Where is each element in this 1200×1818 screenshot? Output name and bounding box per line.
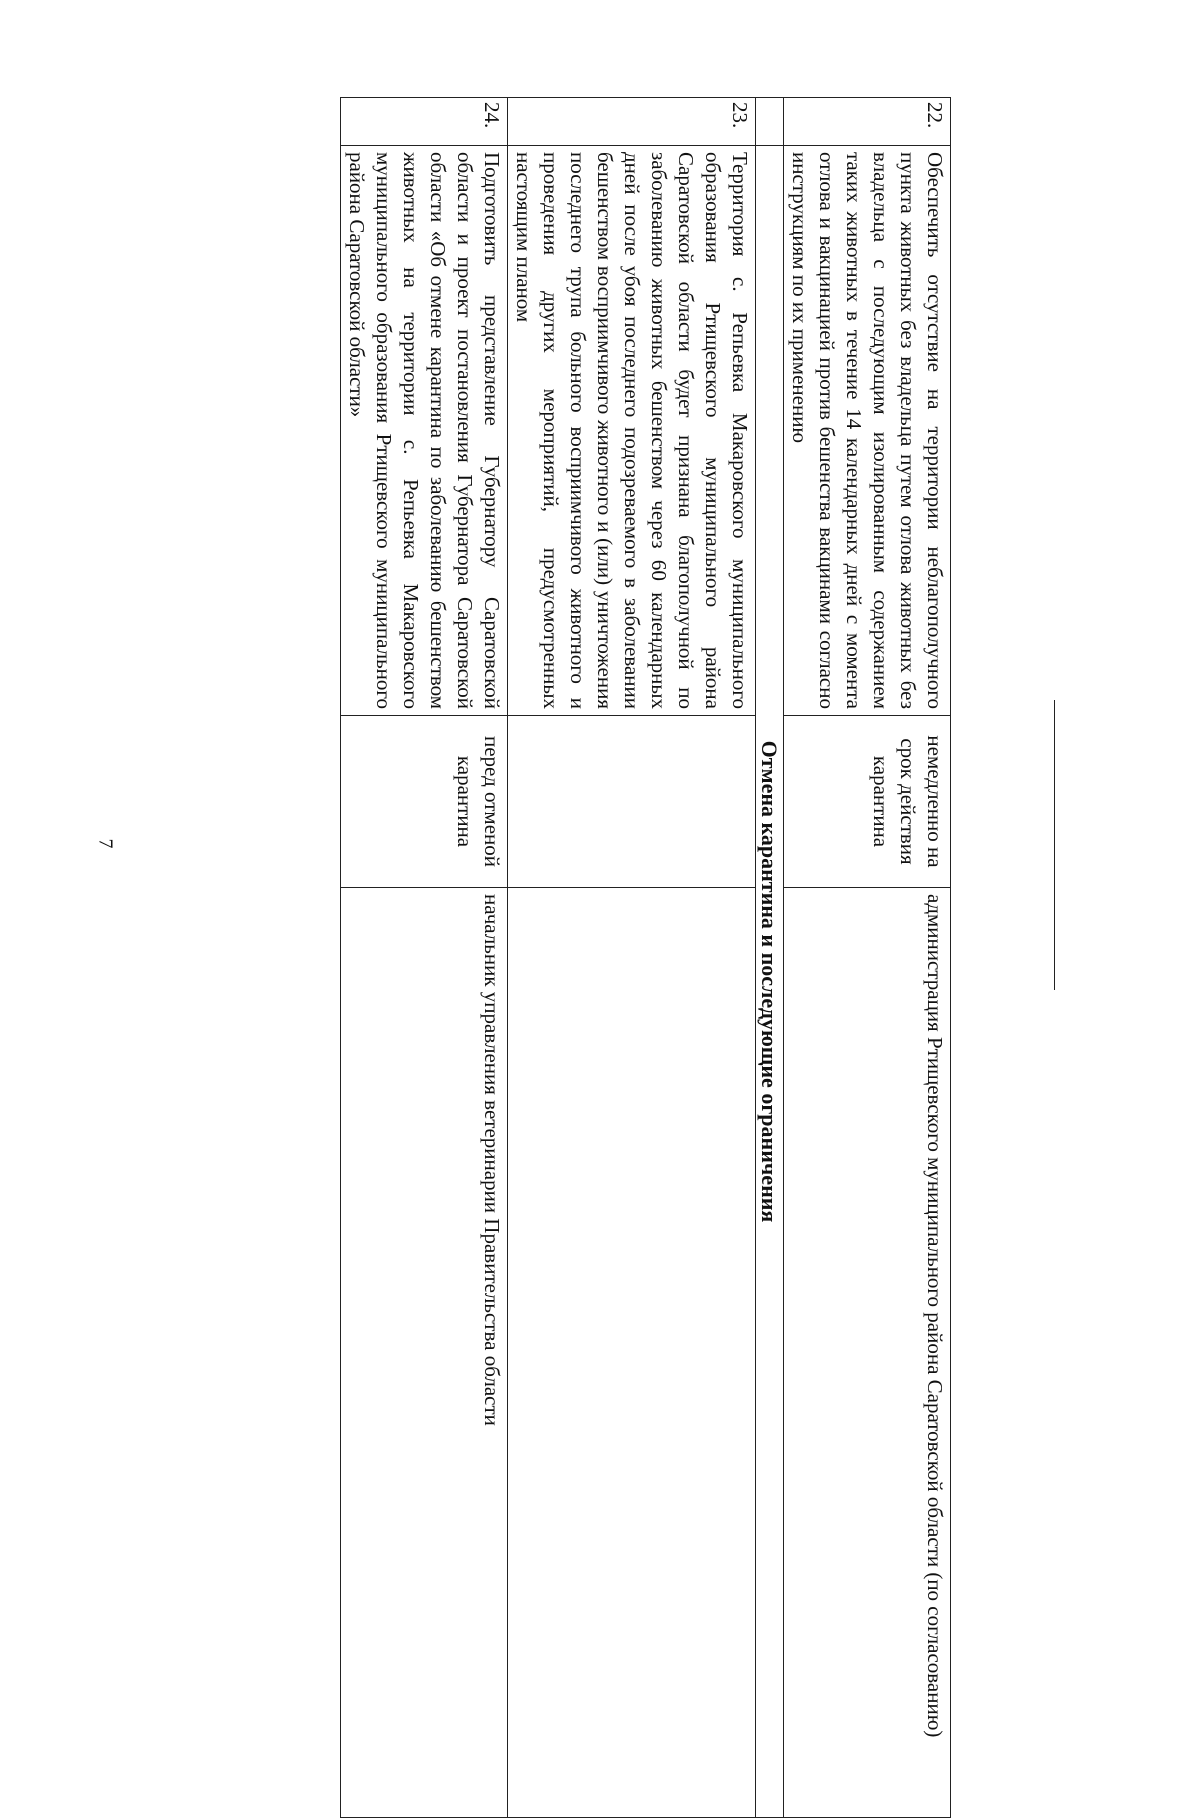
table-wrapper <box>181 97 951 1817</box>
row-number: 24. <box>341 98 508 146</box>
footer-rule <box>1054 700 1055 990</box>
action-cell: Территория с. Репьевка Макаровского муниципального образования Ртищевского муниципального района Саратовской области будет признана благополучной по заболеванию животных бешенством через 60 календарных дней после убоя последнего подозреваемого в заболевании бешенством восприимчивого животного и (или) уничтожения последнего трупа больного восприимчивого животного и проведения других мероприятий, предусмотренных настоящим планом <box>508 146 756 716</box>
row-number-empty <box>756 98 784 146</box>
table-row <box>341 98 508 1818</box>
term-cell <box>508 716 756 888</box>
table-row <box>508 98 756 1818</box>
section-title: Отмена карантина и последующие ограничения <box>756 146 784 1818</box>
page-number: 7 <box>94 838 117 849</box>
row-number: 23. <box>508 98 756 146</box>
section-header-row <box>756 98 784 1818</box>
responsible-cell: администрация Ртищевского муниципального района Саратовской области (по согласованию) <box>784 888 951 1818</box>
rotated-table-area <box>181 97 951 1817</box>
plan-table <box>340 97 951 1818</box>
table-row <box>784 98 951 1818</box>
responsible-cell <box>508 888 756 1818</box>
action-cell: Подготовить представление Губернатору Саратовской области и проект постановления Губернатора Саратовской области «Об отмене карантина по заболеванию бешенством животных на территории с. Репьевка Макаровского муниципального образования Ртищевского муниципального района Саратовской области» <box>341 146 508 716</box>
action-cell: Обеспечить отсутствие на территории неблагополучного пункта животных без владельца путем отлова животных без владельца с последующим изолированным содержанием таких животных в течение 14 календарных дней с момента отлова и вакцинацией против бешенства вакцинами согласно инструкциям по их применению <box>784 146 951 716</box>
row-number: 22. <box>784 98 951 146</box>
term-cell: немедленно на срок действия карантина <box>784 716 951 888</box>
term-cell: перед отменой карантина <box>341 716 508 888</box>
responsible-cell: начальник управления ветеринарии Правительства области <box>341 888 508 1818</box>
